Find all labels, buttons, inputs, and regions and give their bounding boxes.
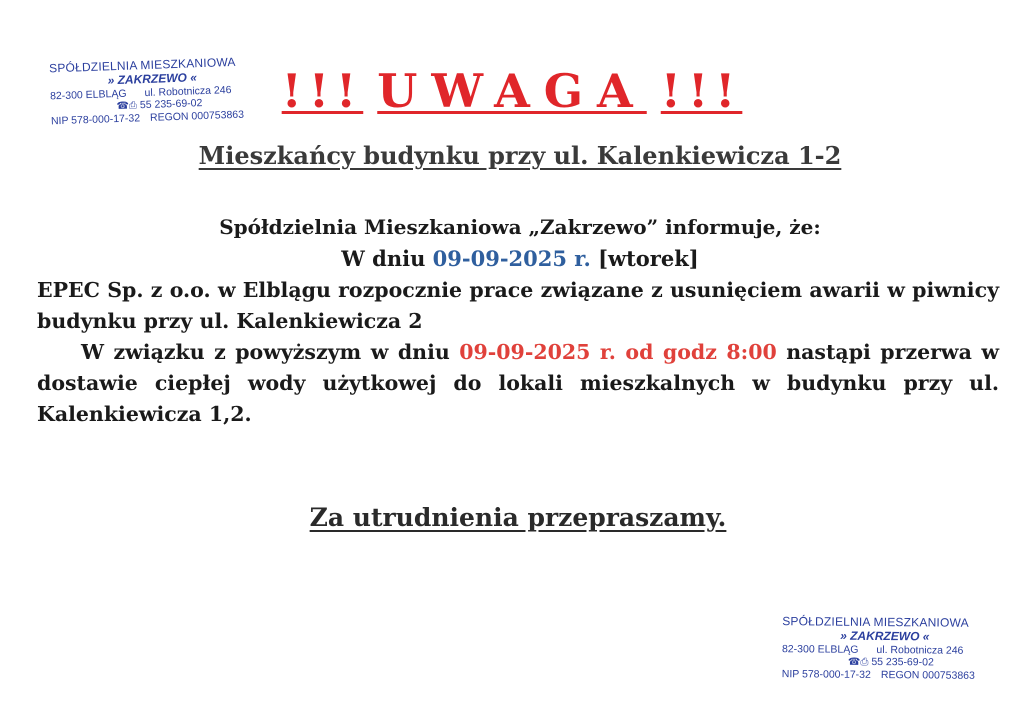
stamp-regon: REGON 000753863 [149, 108, 245, 125]
notice-paragraph-works: EPEC Sp. z o.o. w Elblągu rozpocznie prace związane z usunięciem awarii w piwnicy budynku przy ul. Kalenkiewicza 2 [37, 278, 999, 333]
title-exclamations-right: !!! [660, 64, 743, 118]
stamp-city: 82-300 ELBLĄG [781, 642, 859, 656]
notice-closing: Za utrudnienia przepraszamy. [309, 503, 727, 532]
notice-date: 09-09-2025 r. [432, 246, 591, 271]
stamp-phone: 55 235-69-02 [871, 656, 934, 669]
stamp-regon: REGON 000753863 [880, 669, 975, 683]
stamp-street: ul. Robotnicza 246 [876, 643, 964, 657]
stamp-street: ul. Robotnicza 246 [144, 83, 232, 99]
notice-intro: Spółdzielnia Mieszkaniowa „Zakrzewo” informuje, że: [219, 215, 821, 239]
notice-subtitle: Mieszkańcy budynku przy ul. Kalenkiewicza 1-2 [198, 141, 842, 170]
date-prefix: W dniu [341, 246, 426, 271]
outage-date-time: 09-09-2025 r. od godz 8:00 [459, 340, 777, 364]
notice-paragraph-outage [37, 337, 999, 430]
phone-fax-icon: ☎⎙ [847, 657, 869, 669]
stamp-coop-name: » ZAKRZEWO « [840, 629, 930, 644]
outage-prefix: W związku z powyższym w dniu [81, 340, 450, 364]
title-word: UWAGA [377, 64, 647, 118]
outage-details: nastąpi przerwa w dostawie ciepłej wody użytkowej do lokali mieszkalnych w budynku przy ul. Kalenkiewicza 1,2. [37, 340, 999, 426]
notice-title [0, 64, 1024, 118]
phone-fax-icon: ☎⎙ [116, 100, 138, 113]
notice-date-line [0, 246, 1024, 271]
stamp-address [782, 643, 975, 657]
cooperative-stamp-bottom [782, 614, 976, 683]
stamp-phone: 55 235-69-02 [139, 97, 203, 112]
stamp-nip: NIP 578-000-17-32 [50, 112, 141, 128]
stamp-city: 82-300 ELBLĄG [49, 87, 127, 103]
title-exclamations-left: !!! [281, 64, 364, 118]
stamp-org-name: SPÓŁDZIELNIA MIESZKANIOWA [782, 614, 969, 630]
stamp-ids [782, 669, 975, 683]
date-weekday: [wtorek] [598, 246, 699, 271]
stamp-org-name: SPÓŁDZIELNIA MIESZKANIOWA [48, 54, 236, 76]
stamp-coop-name: » ZAKRZEWO « [107, 70, 198, 88]
stamp-nip: NIP 578-000-17-32 [781, 668, 871, 682]
